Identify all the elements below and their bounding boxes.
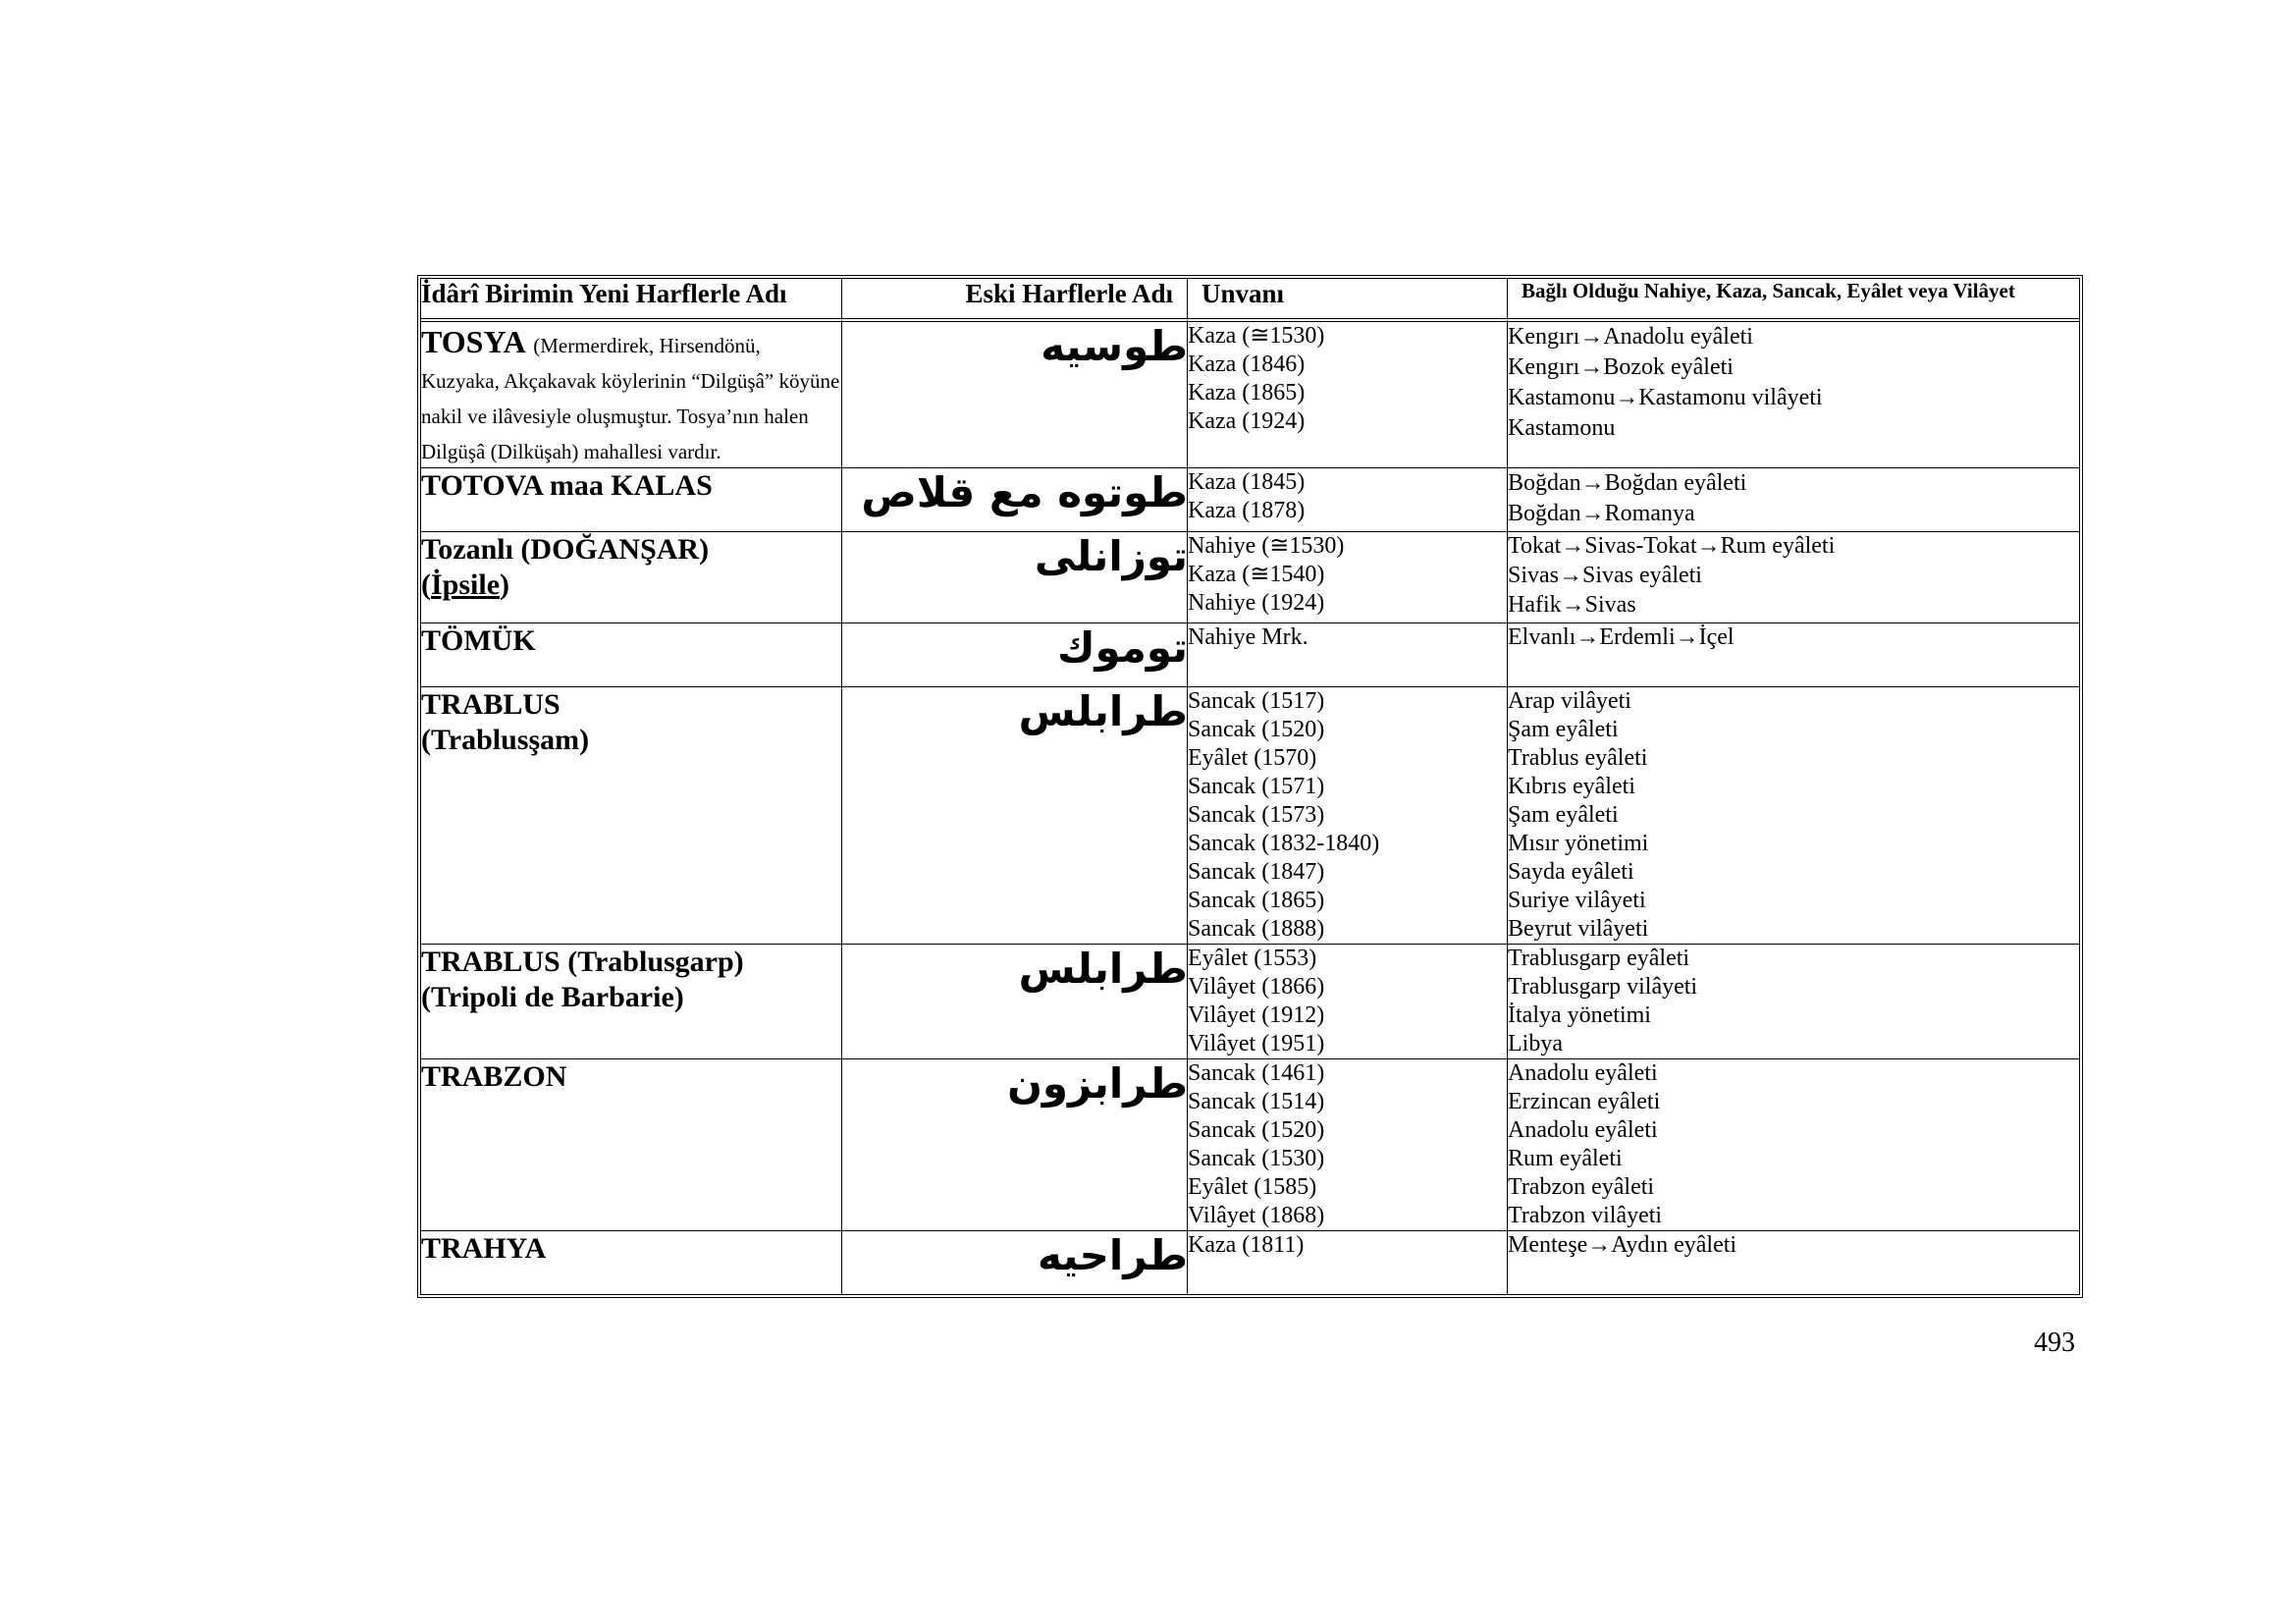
- unit-name: TOTOVA maa KALAS: [421, 469, 713, 502]
- header-title: Unvanı: [1188, 279, 1508, 322]
- unit-name-cell: [421, 1059, 842, 1231]
- affiliation-list: [1508, 322, 2079, 468]
- unit-name: TRABLUS (Trablusgarp): [421, 946, 744, 978]
- header-new-name: İdârî Birimin Yeni Harflerle Adı: [421, 279, 842, 322]
- unit-name-cell: [421, 945, 842, 1059]
- list-item: Erzincan eyâleti: [1508, 1089, 1661, 1114]
- list-item: Rum eyâleti: [1508, 1146, 1623, 1171]
- unit-name: TRABZON: [421, 1060, 567, 1093]
- list-item: Kaza (1878): [1188, 498, 1306, 523]
- list-item: Sancak (1832-1840): [1188, 831, 1380, 856]
- title-list: [1188, 623, 1508, 687]
- list-item: Sancak (1571): [1188, 774, 1325, 799]
- gazetteer-page: [417, 275, 2075, 1298]
- list-item: Menteşe→Aydın eyâleti: [1508, 1232, 1737, 1258]
- list-item: Eyâlet (1553): [1188, 946, 1317, 971]
- arabic-name: توزانلى: [842, 532, 1188, 623]
- list-item: Kastamonu→Kastamonu vilâyeti: [1508, 385, 1823, 410]
- list-item: Mısır yönetimi: [1508, 831, 1649, 856]
- list-item: Sancak (1865): [1188, 888, 1325, 913]
- affiliation-list: [1508, 945, 2079, 1059]
- arabic-name: طوسيه: [842, 322, 1188, 468]
- list-item: Eyâlet (1585): [1188, 1174, 1317, 1200]
- list-item: Libya: [1508, 1031, 1563, 1056]
- title-list: [1188, 468, 1508, 532]
- unit-name: TÖMÜK: [421, 624, 536, 657]
- title-list: [1188, 687, 1508, 945]
- list-item: Vilâyet (1951): [1188, 1031, 1325, 1056]
- table-header-row: [421, 279, 2079, 322]
- list-item: Sancak (1520): [1188, 717, 1325, 742]
- unit-name: TOSYA: [421, 324, 526, 359]
- list-item: Hafik→Sivas: [1508, 592, 1636, 618]
- arabic-name: طراحيه: [842, 1231, 1188, 1294]
- affiliation-list: [1508, 687, 2079, 945]
- title-list: [1188, 1231, 1508, 1294]
- list-item: İtalya yönetimi: [1508, 1002, 1651, 1028]
- list-item: Sayda eyâleti: [1508, 859, 1634, 885]
- list-item: Trablus eyâleti: [1508, 745, 1648, 771]
- unit-name-cell: [421, 322, 842, 468]
- arabic-name: توموك: [842, 623, 1188, 687]
- list-item: Vilâyet (1866): [1188, 974, 1325, 1000]
- list-item: Kaza (1846): [1188, 352, 1306, 377]
- table-row: [421, 687, 2079, 945]
- unit-name-cell: [421, 1231, 842, 1294]
- list-item: Kaza (1811): [1188, 1232, 1305, 1258]
- unit-name: TRAHYA: [421, 1232, 547, 1265]
- unit-alt-name: (Tripoli de Barbarie): [421, 981, 684, 1013]
- list-item: Vilâyet (1912): [1188, 1002, 1325, 1028]
- table-row: [421, 322, 2079, 468]
- list-item: Kengırı→Anadolu eyâleti: [1508, 324, 1753, 350]
- arabic-name: طرابلس: [842, 687, 1188, 945]
- list-item: Arap vilâyeti: [1508, 688, 1631, 714]
- list-item: Kaza (1924): [1188, 408, 1306, 434]
- unit-alt-name: (Trablusşam): [421, 724, 590, 756]
- unit-alt-name-line: (İpsile): [421, 568, 510, 601]
- list-item: Nahiye (1924): [1188, 590, 1325, 616]
- administrative-units-table: [417, 275, 2083, 1298]
- unit-alt-name: İpsile: [431, 568, 501, 601]
- list-item: Elvanlı→Erdemli→İçel: [1508, 624, 1735, 650]
- list-item: Sancak (1461): [1188, 1060, 1325, 1086]
- unit-name-cell: [421, 623, 842, 687]
- list-item: Nahiye Mrk.: [1188, 624, 1308, 650]
- affiliation-list: [1508, 1231, 2079, 1294]
- header-affiliation: Bağlı Olduğu Nahiye, Kaza, Sancak, Eyâlet veya Vilâyet: [1508, 279, 2079, 322]
- list-item: Kaza (≅1540): [1188, 562, 1325, 587]
- unit-name-cell: [421, 687, 842, 945]
- list-item: Sancak (1517): [1188, 688, 1325, 714]
- affiliation-list: [1508, 623, 2079, 687]
- table-row: [421, 623, 2079, 687]
- list-item: Anadolu eyâleti: [1508, 1117, 1658, 1143]
- arabic-name: طرابلس: [842, 945, 1188, 1059]
- table-row: [421, 1059, 2079, 1231]
- list-item: Eyâlet (1570): [1188, 745, 1317, 771]
- table-row: [421, 945, 2079, 1059]
- list-item: Boğdan→Boğdan eyâleti: [1508, 470, 1747, 496]
- list-item: Sancak (1847): [1188, 859, 1325, 885]
- title-list: [1188, 532, 1508, 623]
- list-item: Nahiye (≅1530): [1188, 533, 1345, 559]
- list-item: Kaza (≅1530): [1188, 323, 1325, 349]
- list-item: Kastamonu: [1508, 415, 1616, 441]
- list-item: Sancak (1888): [1188, 916, 1325, 942]
- list-item: Trablusgarp eyâleti: [1508, 946, 1690, 971]
- list-item: Kaza (1845): [1188, 469, 1306, 495]
- list-item: Kıbrıs eyâleti: [1508, 774, 1635, 799]
- list-item: Şam eyâleti: [1508, 802, 1619, 828]
- title-list: [1188, 1059, 1508, 1231]
- title-list: [1188, 322, 1508, 468]
- table-row: [421, 468, 2079, 532]
- list-item: Trabzon eyâleti: [1508, 1174, 1655, 1200]
- unit-name: TRABLUS: [421, 688, 561, 721]
- list-item: Beyrut vilâyeti: [1508, 916, 1649, 942]
- unit-name: Tozanlı (DOĞANŞAR): [421, 533, 710, 566]
- title-list: [1188, 945, 1508, 1059]
- affiliation-list: [1508, 468, 2079, 532]
- list-item: Şam eyâleti: [1508, 717, 1619, 742]
- header-old-name: Eski Harflerle Adı: [842, 279, 1188, 322]
- list-item: Anadolu eyâleti: [1508, 1060, 1658, 1086]
- list-item: Sancak (1520): [1188, 1117, 1325, 1143]
- list-item: Sivas→Sivas eyâleti: [1508, 563, 1702, 588]
- list-item: Vilâyet (1868): [1188, 1203, 1325, 1228]
- arabic-name: طوتوه مع قلاص: [842, 468, 1188, 532]
- table-row: [421, 1231, 2079, 1294]
- list-item: Tokat→Sivas-Tokat→Rum eyâleti: [1508, 533, 1836, 559]
- list-item: Kengırı→Bozok eyâleti: [1508, 354, 1734, 380]
- list-item: Sancak (1514): [1188, 1089, 1325, 1114]
- unit-name-cell: [421, 468, 842, 532]
- list-item: Trablusgarp vilâyeti: [1508, 974, 1698, 1000]
- page-number: 493: [2034, 1327, 2075, 1358]
- list-item: Suriye vilâyeti: [1508, 888, 1646, 913]
- unit-name-cell: [421, 532, 842, 623]
- arabic-name: طرابزون: [842, 1059, 1188, 1231]
- list-item: Kaza (1865): [1188, 380, 1306, 406]
- list-item: Sancak (1530): [1188, 1146, 1325, 1171]
- list-item: Sancak (1573): [1188, 802, 1325, 828]
- list-item: Boğdan→Romanya: [1508, 501, 1695, 526]
- affiliation-list: [1508, 1059, 2079, 1231]
- list-item: Trabzon vilâyeti: [1508, 1203, 1663, 1228]
- table-row: [421, 532, 2079, 623]
- affiliation-list: [1508, 532, 2079, 623]
- unit-note: (Mermerdirek, Hirsendönü, Kuzyaka, Akçakavak köylerinin “Dilgüşâ” köyüne nakil ve ilâvesiyle oluşmuştur. Tosya’nın halen Dilgüşâ (Dilküşah) mahallesi vardır.: [421, 334, 840, 463]
